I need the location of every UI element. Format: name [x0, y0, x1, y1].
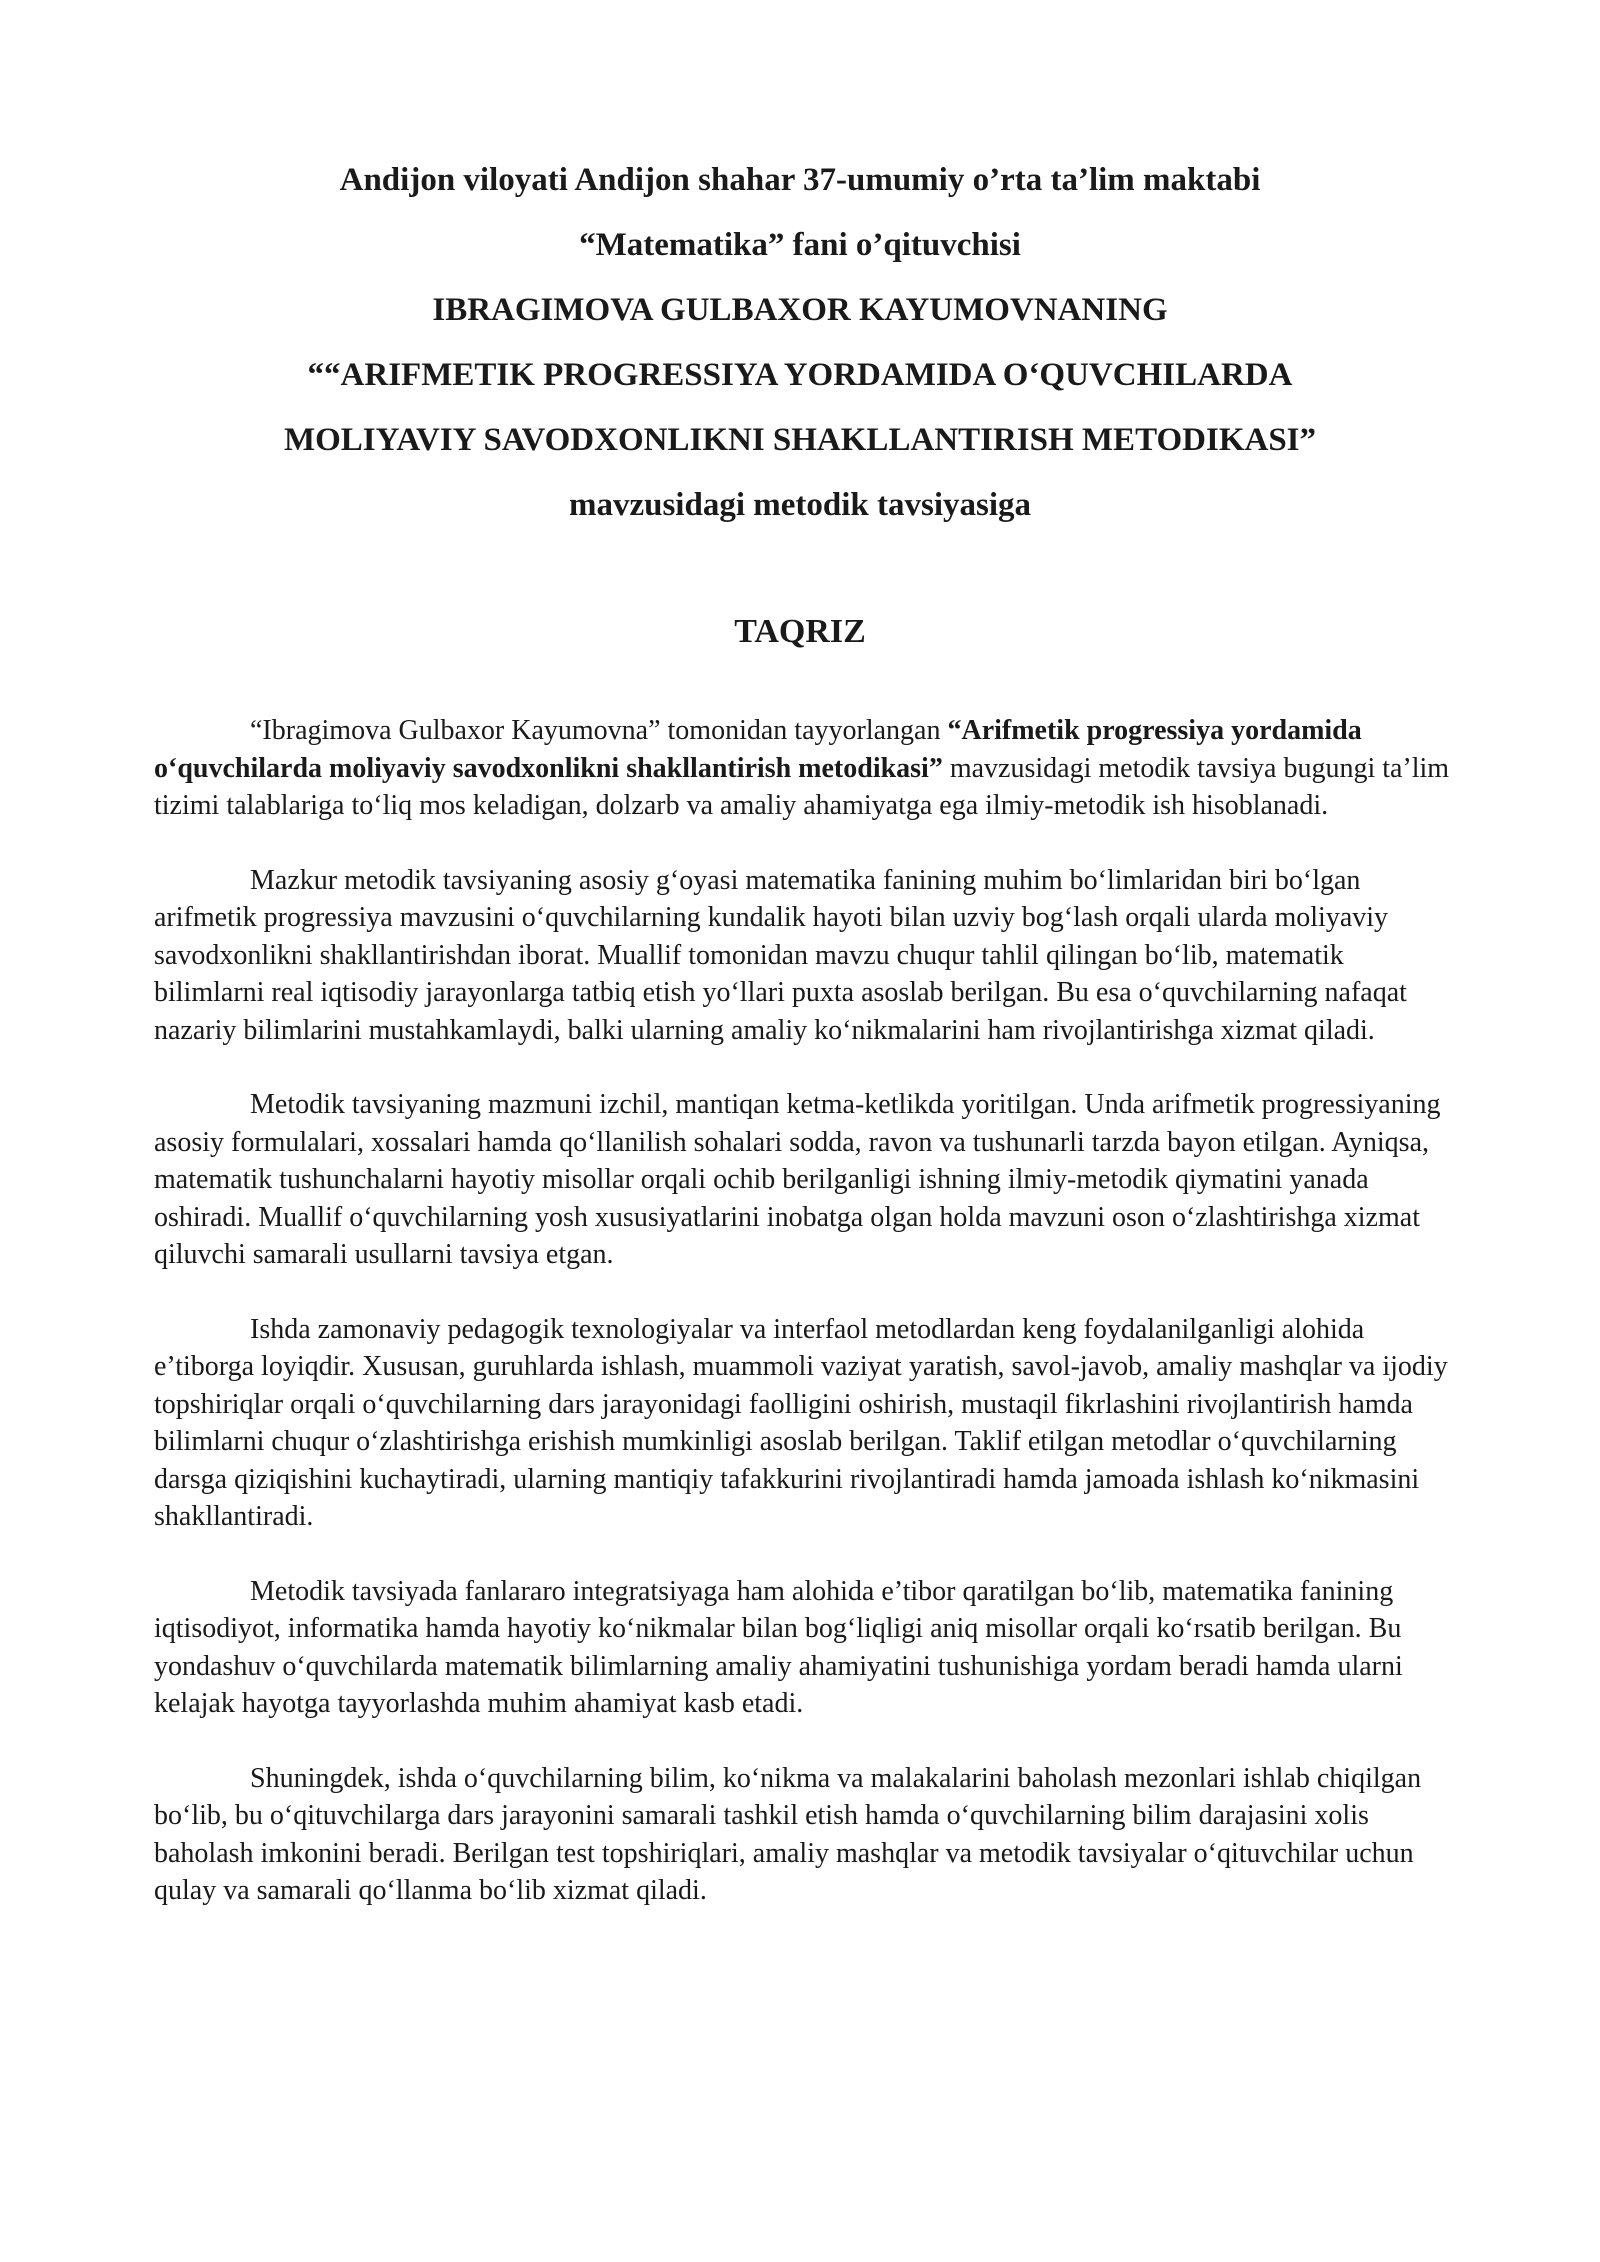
header-author-name: IBRAGIMOVA GULBAXOR KAYUMOVNANING — [432, 292, 1168, 328]
header-topic-line-2: MOLIYAVIY SAVODXONLIKNI SHAKLLANTIRISH METODIKASI” — [283, 422, 1317, 458]
header-school-line: Andijon viloyati Andijon shahar 37-umumiy o’rta ta’lim maktabi — [339, 162, 1261, 198]
paragraph-2: Mazkur metodik tavsiyaning asosiy g‘oyasi matematika fanining muhim bo‘limlaridan biri bo‘lgan arifmetik progressiya mavzusini o‘quvchilarning kundalik hayoti bilan uzviy bog‘lash orqali ularda moliyaviy savodxonlikni shakllantirishdan iborat. Muallif tomonidan mavzu chuqur tahlil qilingan bo‘lib, matematik bilimlarni real iqtisodiy jarayonlarga tatbiq etish yo‘llari puxta asoslab berilgan. Bu esa o‘quvchilarning nafaqat nazariy bilimlarini mustahkamlaydi, balki ularning amaliy ko‘nikmalarini ham rivojlantirishga xizmat qiladi. — [154, 864, 1407, 1046]
paragraph-1-start: “Ibragimova Gulbaxor Kayumovna” tomonidan tayyorlangan — [250, 715, 948, 746]
header-subtitle: mavzusidagi metodik tavsiyasiga — [568, 487, 1032, 523]
document-title: TAQRIZ — [734, 613, 866, 650]
paragraph-3: Metodik tavsiyaning mazmuni izchil, mantiqan ketma-ketlikda yoritilgan. Unda arifmetik progressiyaning asosiy formulalari, xossalari hamda qo‘llanilish sohalari sodda, ravon va tushunarli tarzda bayon etilgan. Ayniqsa, matematik tushunchalarni hayotiy misollar orqali ochib berilganligi ishning ilmiy-metodik qiymatini yanada oshiradi. Muallif o‘quvchilarning yosh xususiyatlarini inobatga olgan holda mavzuni oson o‘zlashtirishga xizmat qiluvchi samarali usullarni tavsiya etgan. — [154, 1089, 1441, 1270]
header-subject-line: “Matematika” fani o’qituvchisi — [579, 227, 1021, 263]
paragraph-1-end: mavzusidagi metodik tavsiya bugungi ta’lim tizimi talablariga to‘liq mos keladigan, dolzarb va amaliy ahamiyatga ega ilmiy-metodik ish hisoblanadi. — [154, 752, 1450, 821]
document-body — [154, 712, 1456, 1947]
paragraph-5: Metodik tavsiyada fanlararo integratsiyaga ham alohida e’tibor qaratilgan bo‘lib, matematika fanining iqtisodiyot, informatika hamda hayotiy ko‘nikmalar bilan bog‘liqligi aniq misollar orqali ko‘rsatib berilgan. Bu yondashuv o‘quvchilarda matematik bilimlarning amaliy ahamiyatini tushunishiga yordam beradi hamda ularni kelajak hayotga tayyorlashda muhim ahamiyat kasb etadi. — [154, 1575, 1403, 1719]
paragraph-1 — [154, 712, 1456, 825]
paragraph-4: Ishda zamonaviy pedagogik texnologiyalar va interfaol metodlardan keng foydalanilganligi alohida e’tiborga loyiqdir. Xususan, guruhlarda ishlash, muammoli vaziyat yaratish, savol-javob, amaliy mashqlar va ijodiy topshiriqlar orqali o‘quvchilarning dars jarayonidagi faolligini oshirish, mustaqil fikrlashini rivojlantirish hamda bilimlarni chuqur o‘zlashtirishga erishish mumkinligi asoslab berilgan. Taklif etilgan metodlar o‘quvchilarning darsga qiziqishini kuchaytiradi, ularning mantiqiy tafakkurini rivojlantiradi hamda jamoada ishlash ko‘nikmasini shakllantiradi. — [154, 1313, 1448, 1532]
document-header — [150, 148, 1450, 538]
paragraph-6: Shuningdek, ishda o‘quvchilarning bilim, ko‘nikma va malakalarini baholash mezonlari ishlab chiqilgan bo‘lib, bu o‘qituvchilarga dars jarayonini samarali tashkil etish hamda o‘quvchilarning bilim darajasini xolis baholash imkonini beradi. Berilgan test topshiriqlari, amaliy mashqlar va metodik tavsiyalar o‘qituvchilar uchun qulay va samarali qo‘llanma bo‘lib xizmat qiladi. — [154, 1762, 1422, 1906]
paragraph-1-bold-topic: “Arifmetik progressiya yordamida o‘quvchilarda moliyaviy savodxonlikni shakllantirish metodikasi” — [154, 715, 1362, 784]
header-topic-line-1: ““ARIFMETIK PROGRESSIYA YORDAMIDA O‘QUVCHILARDA — [307, 357, 1293, 393]
